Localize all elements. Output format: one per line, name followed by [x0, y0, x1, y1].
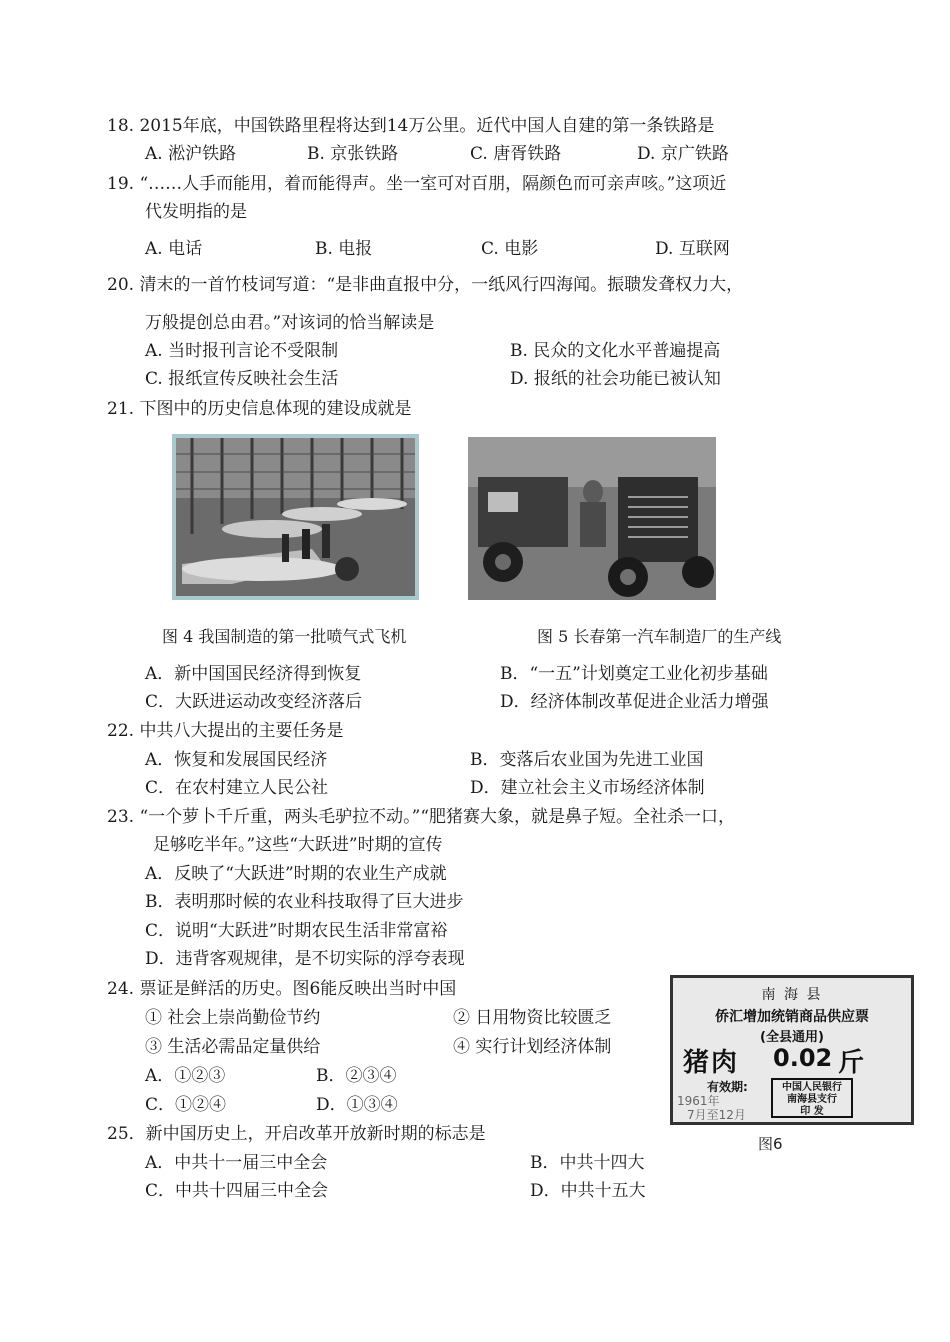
- q24-stem: 24. 票证是鲜活的历史。图6能反映出当时中国: [107, 979, 457, 999]
- q23-option-b: B．表明那时候的农业科技取得了巨大进步: [145, 892, 464, 912]
- q24-item-2: ② 日用物资比较匮乏: [453, 1008, 612, 1028]
- q20-option-d: D. 报纸的社会功能已被认知: [510, 369, 721, 389]
- q25-option-c: C．中共十四届三中全会: [145, 1181, 329, 1201]
- q22-stem: 22. 中共八大提出的主要任务是: [107, 721, 344, 741]
- ticket-county: 南 海 县: [761, 987, 823, 1003]
- q22-option-d: D．建立社会主义市场经济体制: [470, 778, 705, 798]
- q24-option-d: D．①③④: [316, 1095, 398, 1115]
- ticket-scope: (全县通用): [760, 1030, 824, 1045]
- q25-option-a: A．中共十一届三中全会: [145, 1153, 328, 1173]
- q21-stem: 21. 下图中的历史信息体现的建设成就是: [107, 399, 412, 419]
- q22-option-a: A．恢复和发展国民经济: [145, 750, 328, 770]
- q19-option-b: B. 电报: [315, 239, 373, 259]
- q24-option-b: B．②③④: [316, 1066, 397, 1086]
- q19-stem-line2: 代发明指的是: [145, 202, 247, 222]
- q20-option-a: A. 当时报刊言论不受限制: [145, 341, 339, 361]
- q21-option-c: C．大跃进运动改变经济落后: [145, 692, 363, 712]
- q19-stem-line1: 19. “……人手而能用，着而能得声。坐一室可对百朋，隔颜色而可亲声咳。”这项近: [107, 174, 727, 194]
- truck-line-illustration: [468, 437, 716, 600]
- ticket-unit: 斤: [838, 1048, 865, 1078]
- q25-option-d: D．中共十五大: [530, 1181, 646, 1201]
- ticket-year: 1961年: [677, 1094, 720, 1108]
- figure4-jet-factory-photo: [172, 434, 419, 600]
- q22-option-b: B．变落后农业国为先进工业国: [470, 750, 704, 770]
- q21-option-a: A．新中国国民经济得到恢复: [145, 664, 362, 684]
- figure4-caption: 图 4 我国制造的第一批喷气式飞机: [162, 627, 407, 646]
- jet-factory-illustration: [172, 434, 419, 600]
- q23-option-c: C．说明“大跃进”时期农民生活非常富裕: [145, 921, 448, 941]
- q18-stem: 18. 2015年底，中国铁路里程将达到14万公里。近代中国人自建的第一条铁路是: [107, 116, 715, 136]
- q21-option-b: B．“一五”计划奠定工业化初步基础: [500, 664, 768, 684]
- q19-option-d: D. 互联网: [655, 239, 730, 259]
- q18-option-b: B. 京张铁路: [307, 144, 399, 164]
- ticket-stamp-line3: 印 发: [800, 1106, 824, 1117]
- ticket-validity-label: 有效期:: [707, 1080, 748, 1094]
- figure6-ration-ticket: [670, 975, 914, 1125]
- q23-option-a: A．反映了“大跃进”时期的农业生产成就: [145, 864, 447, 884]
- q20-stem-line1: 20. 清末的一首竹枝词写道：“是非曲直报中分，一纸风行四海闻。振聩发聋权力大，: [107, 275, 744, 295]
- q25-option-b: B．中共十四大: [530, 1153, 645, 1173]
- q24-option-a: A．①②③: [145, 1066, 226, 1086]
- q20-option-c: C. 报纸宣传反映社会生活: [145, 369, 339, 389]
- q18-option-a: A. 淞沪铁路: [145, 144, 237, 164]
- q22-option-c: C．在农村建立人民公社: [145, 778, 329, 798]
- q23-stem-line1: 23. “一个萝卜千斤重，两头毛驴拉不动。”“肥猪赛大象，就是鼻子短。全社杀一口，: [107, 807, 736, 827]
- q24-item-3: ③ 生活必需品定量供给: [145, 1037, 321, 1057]
- ticket-item: 猪肉: [683, 1048, 740, 1078]
- q25-stem: 25．新中国历史上，开启改革开放新时期的标志是: [107, 1124, 486, 1144]
- ticket-stamp-line2: 南海县支行: [787, 1094, 837, 1105]
- figure5-caption: 图 5 长春第一汽车制造厂的生产线: [537, 627, 782, 646]
- q20-stem-line2: 万般提创总由君。”对该词的恰当解读是: [145, 313, 435, 333]
- q23-option-d: D．违背客观规律，是不切实际的浮夸表现: [145, 949, 465, 969]
- q23-stem-line2: 足够吃半年。”这些“大跃进”时期的宣传: [153, 835, 443, 855]
- q20-option-b: B. 民众的文化水平普遍提高: [510, 341, 721, 361]
- ticket-title: 侨汇增加统销商品供应票: [715, 1009, 869, 1025]
- q21-option-d: D．经济体制改革促进企业活力增强: [500, 692, 769, 712]
- q18-option-d: D. 京广铁路: [637, 144, 729, 164]
- figure5-truck-production-photo: [468, 437, 716, 600]
- ticket-months: 7月至12月: [687, 1108, 746, 1122]
- q24-item-1: ① 社会上崇尚勤俭节约: [145, 1008, 321, 1028]
- q24-option-c: C．①②④: [145, 1095, 227, 1115]
- q18-option-c: C. 唐胥铁路: [470, 144, 562, 164]
- q19-option-a: A. 电话: [145, 239, 203, 259]
- ticket-stamp-line1: 中国人民银行: [782, 1082, 842, 1093]
- figure6-caption: 图6: [758, 1135, 783, 1153]
- ticket-bank-stamp: [771, 1078, 853, 1118]
- q24-item-4: ④ 实行计划经济体制: [453, 1037, 612, 1057]
- q19-option-c: C. 电影: [481, 239, 539, 259]
- ticket-amount: 0.02: [773, 1044, 833, 1072]
